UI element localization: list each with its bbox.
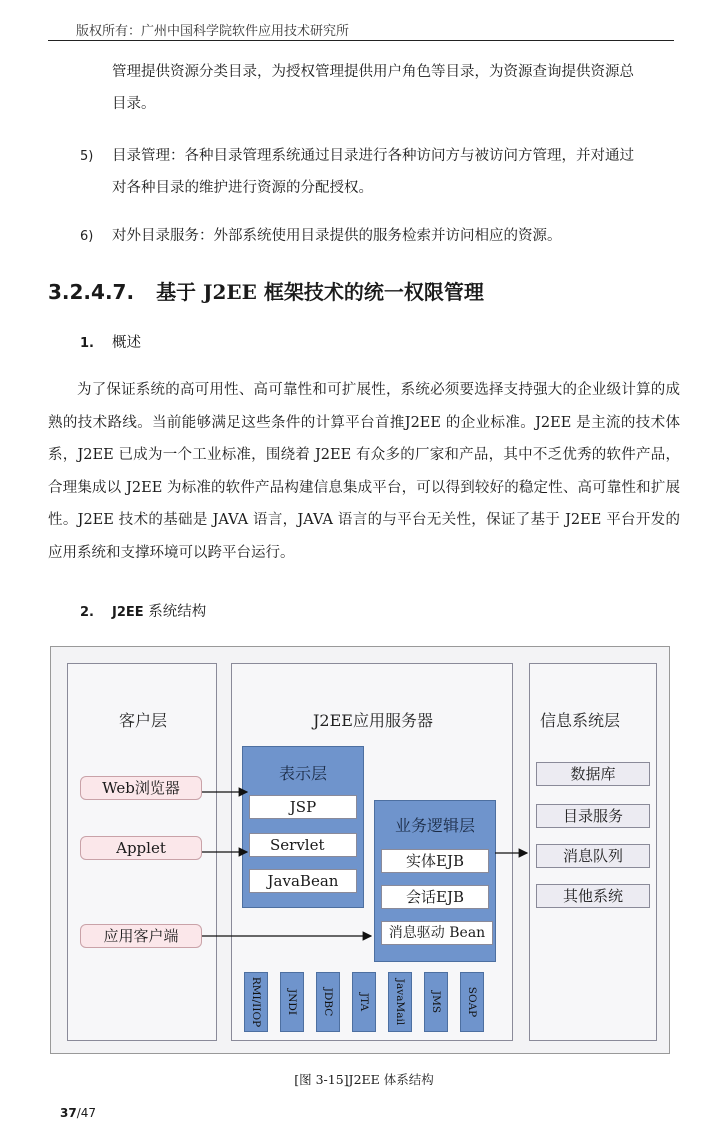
protocol-jdbc: JDBC [316, 972, 340, 1032]
protocol-jta: JTA [352, 972, 376, 1032]
protocol-jms: JMS [424, 972, 448, 1032]
app-client-box: 应用客户端 [80, 924, 202, 948]
list-item: 管理提供资源分类目录，为授权管理提供用户角色等目录，为资源查询提供资源总 目录。 [112, 64, 634, 112]
database-box: 数据库 [536, 762, 650, 786]
list-number: 5) [80, 149, 94, 164]
other-systems-box: 其他系统 [536, 884, 650, 908]
figure-caption: [图 3-15]J2EE 体系结构 [294, 1072, 434, 1087]
info-system-title: 信息系统层 [539, 711, 620, 730]
header-rule [48, 40, 674, 41]
message-driven-bean-box: 消息驱动 Bean [381, 921, 493, 945]
list-number: 6) [80, 229, 94, 244]
j2ee-architecture-diagram [50, 646, 670, 1054]
client-tier-title: 客户层 [118, 711, 167, 730]
presentation-layer-title: 表示层 [278, 764, 327, 783]
page-number: 37/47 [60, 1106, 97, 1120]
protocol-soap: SOAP [460, 972, 484, 1032]
web-browser-box: Web浏览器 [80, 776, 202, 800]
diagram-arrows [51, 647, 671, 1055]
subsection-title-overview: 1. 概述 [80, 335, 141, 351]
protocol-rmi-iiop: RMI/IIOP [244, 972, 268, 1032]
applet-box: Applet [80, 836, 202, 860]
business-logic-layer-title: 业务逻辑层 [394, 816, 475, 835]
jsp-box: JSP [249, 795, 357, 819]
entity-ejb-box: 实体EJB [381, 849, 489, 873]
message-queue-box: 消息队列 [536, 844, 650, 868]
section-title: 3.2.4.7. 基于 J2EE 框架技术的统一权限管理 [48, 280, 484, 304]
overview-paragraph: 为了保证系统的高可用性、高可靠性和可扩展性，系统必须要选择支持强大的企业级计算的成熟的技术路线。当前能够满足这些条件的计算平台首推J2EE 的企业标准。J2EE 是主流的技术体系，J2EE 已成为一个工业标准，围绕着 J2EE 有众多的厂家和产品，其中不乏优秀的软件产品，合理集成以 J2EE 为标准的软件产品构建信息集成平台，可以得到较好的稳定性、高可靠性和扩展性。J2EE 技术的基础是 JAVA 语言，JAVA 语言的与平台无关性，保证了基于 J2EE 平台开发的应用系统和支撑环境可以跨平台运行。 [48, 382, 680, 561]
protocol-javamail: JavaMail [388, 972, 412, 1032]
protocol-jndi: JNDI [280, 972, 304, 1032]
list-item: 对外目录服务：外部系统使用目录提供的服务检索并访问相应的资源。 [112, 228, 562, 244]
page-header: 版权所有：广州中国科学院软件应用技术研究所 [76, 24, 350, 39]
list-item: 目录管理：各种目录管理系统通过目录进行各种访问方与被访问方管理，并对通过 对各种目录的维护进行资源的分配授权。 [112, 148, 634, 196]
servlet-box: Servlet [249, 833, 357, 857]
javabean-box: JavaBean [249, 869, 357, 893]
directory-service-box: 目录服务 [536, 804, 650, 828]
session-ejb-box: 会话EJB [381, 885, 489, 909]
subsection-title-architecture: 2. J2EE 系统结构 [80, 604, 207, 620]
application-server-title: J2EE应用服务器 [313, 711, 433, 730]
